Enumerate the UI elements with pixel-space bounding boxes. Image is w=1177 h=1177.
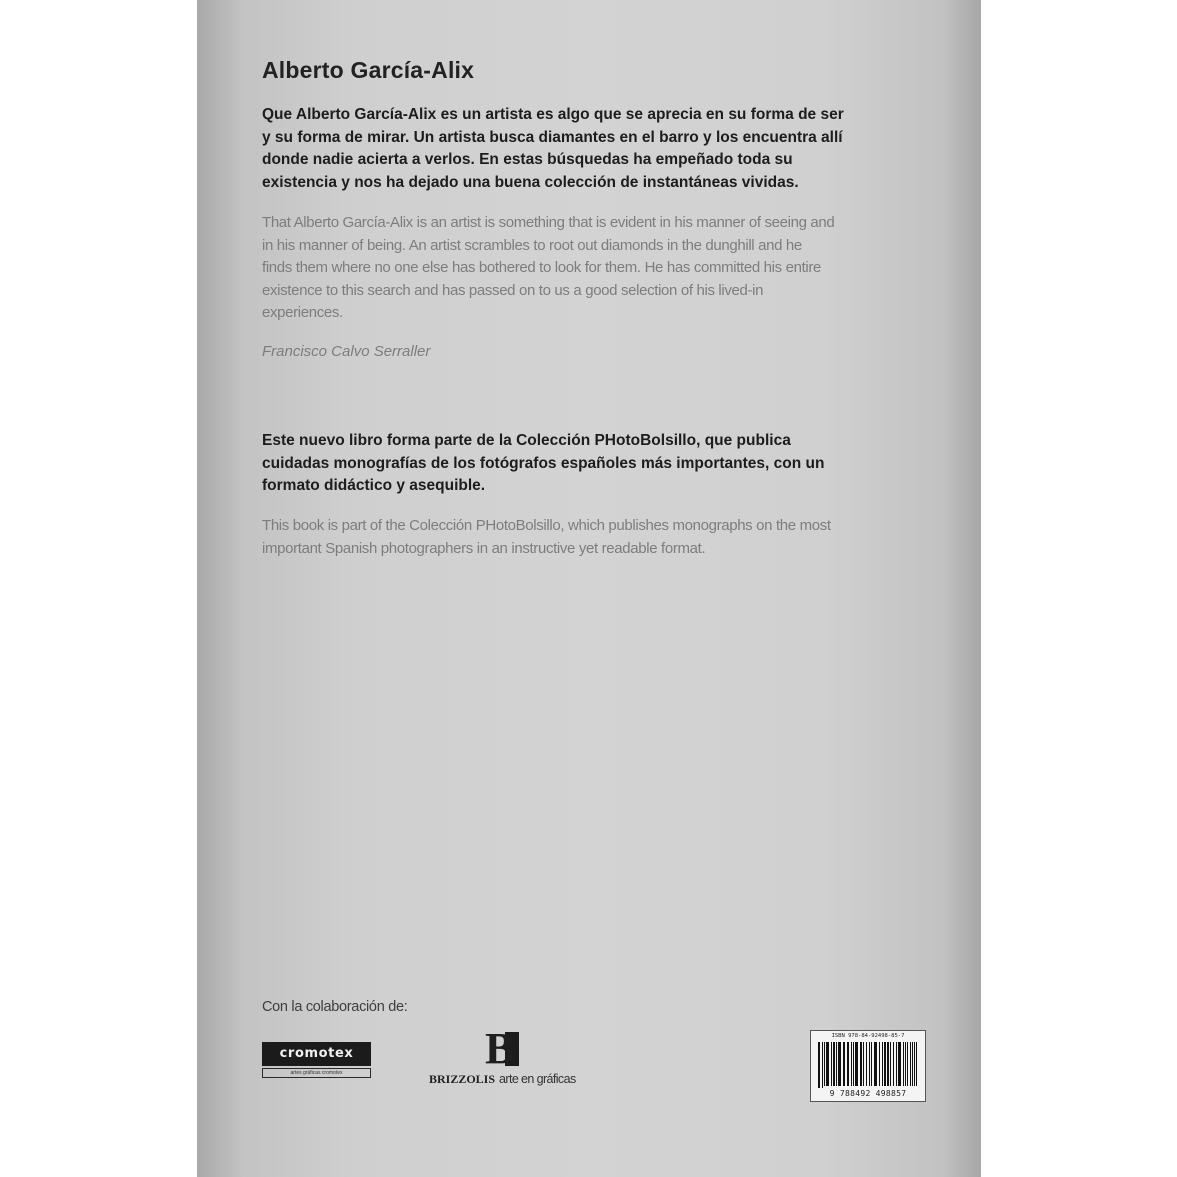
- collection-en-line: This book is part of the Colección PHotoBolsillo, which publishes monographs on the most: [262, 517, 831, 534]
- book-back-cover: [197, 0, 981, 1177]
- barcode-bar: [869, 1042, 870, 1086]
- collection-spanish-paragraph: [262, 430, 942, 498]
- barcode-bar: [838, 1042, 841, 1086]
- barcode-bar: [836, 1042, 837, 1086]
- isbn-label: ISBN 978-84-92498-85-7: [831, 1033, 905, 1039]
- barcode-bar: [916, 1042, 917, 1086]
- intro-en-line: That Alberto García-Alix is an artist is something that is evident in his manner of seeing and: [262, 214, 835, 231]
- barcode-bar: [871, 1042, 872, 1086]
- isbn-barcode: [810, 1030, 926, 1102]
- barcode-bar: [833, 1042, 835, 1086]
- barcode-bar: [890, 1042, 891, 1086]
- intro-english-paragraph: [262, 212, 952, 325]
- barcode-bar: [853, 1042, 854, 1086]
- intro-es-line: Que Alberto García-Alix es un artista es algo que se aprecia en su forma de ser: [262, 106, 844, 123]
- barcode-digits: 9 788492 498857: [829, 1089, 907, 1098]
- barcode-bar: [847, 1042, 849, 1086]
- barcode-bar: [866, 1042, 867, 1086]
- barcode-bar: [896, 1042, 897, 1086]
- collection-en-line: important Spanish photographers in an instructive yet readable format.: [262, 539, 706, 557]
- barcode-bars: [817, 1042, 919, 1088]
- brizzolis-wordmark: [429, 1070, 576, 1088]
- brizzolis-logo: [429, 1024, 579, 1088]
- intro-es-line: y su forma de mirar. Un artista busca diamantes en el barro y los encuentra allí: [262, 128, 843, 146]
- barcode-bar: [860, 1042, 862, 1086]
- intro-en-line: experiences.: [262, 304, 343, 321]
- barcode-bar: [893, 1042, 894, 1086]
- brizzolis-tagline: arte en gráficas: [499, 1072, 576, 1086]
- intro-spanish-paragraph: [262, 104, 942, 194]
- barcode-bar: [898, 1042, 901, 1086]
- barcode-bar: [887, 1042, 889, 1086]
- barcode-bar: [855, 1042, 858, 1086]
- cromotex-logo-name: cromotex: [262, 1042, 371, 1066]
- barcode-bar: [824, 1042, 825, 1086]
- barcode-bar: [907, 1042, 908, 1086]
- intro-en-line: existence to this search and has passed on to us a good selection of his lived-in: [262, 281, 764, 299]
- barcode-bar: [863, 1042, 864, 1086]
- barcode-bar: [851, 1042, 852, 1086]
- barcode-bar: [905, 1042, 906, 1086]
- barcode-bar: [903, 1042, 904, 1086]
- barcode-bar: [874, 1042, 877, 1086]
- collection-es-line: cuidadas monografías de los fotógrafos españoles más importantes, con un: [262, 454, 825, 472]
- barcode-bar: [818, 1042, 820, 1088]
- intro-es-line: donde nadie acierta a verlos. En estas búsquedas ha empeñado toda su: [262, 151, 793, 168]
- barcode-bar: [822, 1042, 823, 1088]
- barcode-bar: [884, 1042, 886, 1086]
- barcode-bar: [831, 1042, 832, 1086]
- cromotex-logo: [262, 1042, 371, 1079]
- barcode-bar: [843, 1042, 845, 1086]
- quote-author: Francisco Calvo Serraller: [262, 343, 431, 360]
- collection-english-paragraph: [262, 515, 952, 560]
- barcode-bar: [914, 1042, 915, 1086]
- intro-es-line: existencia y nos ha dejado una buena colección de instantáneas vividas.: [262, 173, 799, 191]
- brizzolis-letter: B: [485, 1024, 515, 1073]
- collaboration-label: Con la colaboración de:: [262, 999, 408, 1015]
- book-title: Alberto García-Alix: [262, 57, 475, 83]
- barcode-bar: [879, 1042, 880, 1086]
- barcode-bar: [826, 1042, 829, 1086]
- collection-es-line: formato didáctico y asequible.: [262, 477, 486, 494]
- collection-es-line: Este nuevo libro forma parte de la Colección PHotoBolsillo, que publica: [262, 432, 791, 449]
- brizzolis-name: BRIZZOLIS: [429, 1072, 496, 1086]
- barcode-bar: [912, 1042, 913, 1086]
- barcode-bar: [882, 1042, 883, 1086]
- cromotex-logo-tagline: artes gráficas cromotex: [262, 1068, 371, 1078]
- intro-en-line: finds them where no one else has bothered to look for them. He has committed his entire: [262, 259, 822, 276]
- barcode-bar: [910, 1042, 911, 1086]
- intro-en-line: in his manner of being. An artist scrambles to root out diamonds in the dunghill and he: [262, 236, 802, 254]
